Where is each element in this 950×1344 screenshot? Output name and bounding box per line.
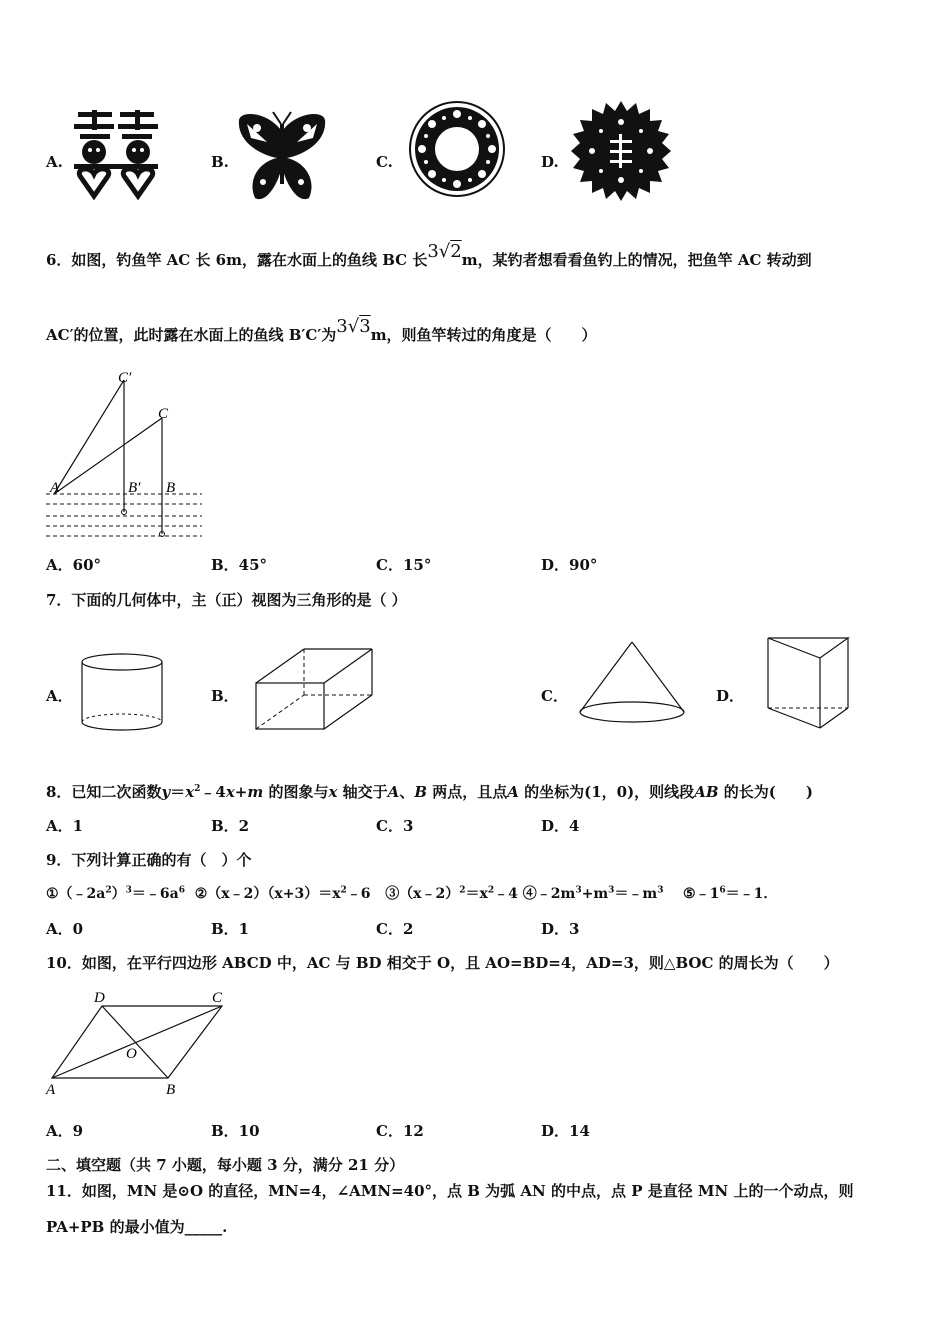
q7-option-b-label: B． [211, 687, 239, 705]
q6-option-a: A．60° [46, 556, 102, 574]
q8-t10: 的图象与 [263, 783, 329, 801]
q9-expr-2 [195, 886, 371, 902]
q6-option-d: D．90° [541, 556, 598, 574]
q9-option-b: B．1 [211, 920, 250, 938]
q9-e4d: 3 [608, 885, 615, 896]
q7-option-c-label: C． [541, 687, 568, 705]
butterfly-icon [237, 110, 327, 204]
q9-e2a: ②（x﹣2）（x+3）＝x [194, 886, 341, 902]
q8-t20: 的长为( ) [718, 783, 813, 801]
q9-option-c: C．2 [376, 920, 414, 938]
q8-t19: AB [694, 783, 719, 801]
q11-stem-line2: PA+PB 的最小值为_____. [46, 1218, 228, 1236]
triangular-prism-icon [762, 632, 854, 732]
q8-t14: 、 [399, 783, 415, 801]
q9-e3b: 2 [459, 885, 466, 896]
q6-radical-bc: 3√2 [427, 241, 462, 262]
q10-label-b: B [166, 1082, 176, 1098]
q6-label-b: B [166, 480, 176, 496]
q7-option-a-label: A． [46, 687, 73, 705]
q6-stem-line2 [46, 316, 597, 345]
double-happiness-icon [72, 108, 160, 200]
q6-label-b-prime: B′ [128, 480, 141, 496]
q6-fishing-rod-figure [44, 366, 204, 542]
q9-e1b: 2 [105, 885, 112, 896]
q10-stem: 10．如图，在平行四边形 ABCD 中，AC 与 BD 相交于 O，且 AO=BD=4，AD=3，则△BOC 的周长为（ ） [46, 954, 839, 972]
q8-t16: 两点，且点 [427, 783, 508, 801]
q8-t3: ＝ [170, 783, 186, 801]
q6-option-b: B．45° [211, 556, 268, 574]
q9-e1e: ＝﹣6a [131, 886, 179, 902]
q5-option-d-label: D. [541, 153, 559, 171]
q6-radical-bc-coef: 3 [427, 241, 439, 262]
q8-t2: y [161, 783, 171, 801]
q10-option-c: C．12 [376, 1122, 424, 1140]
section2-title: 二、填空题（共 7 小题，每小题 3 分，满分 21 分） [46, 1156, 405, 1174]
round-papercut-icon [408, 100, 506, 198]
q6-label-c: C [158, 406, 169, 422]
q9-e3e: ﹣4 [494, 886, 518, 902]
q10-parallelogram-figure [44, 986, 234, 1098]
q8-stem [46, 781, 813, 802]
q9-expressions [46, 883, 777, 903]
q9-e5a: ⑤﹣1 [683, 886, 720, 902]
q8-t4: x [185, 783, 195, 801]
q7-stem: 7．下面的几何体中，主（正）视图为三角形的是（ ） [46, 591, 407, 609]
q9-option-a: A．0 [46, 920, 84, 938]
q9-e2c: ﹣6 [346, 886, 371, 902]
q6-radical-bc-arg: 2 [450, 241, 462, 262]
q6-stem-text-c: AC′的位置，此时露在水面上的鱼线 B′C′为 [46, 326, 337, 344]
q6-label-c-prime: C′ [118, 370, 132, 386]
q9-e5c: ＝﹣1． [725, 886, 778, 902]
q6-stem-text-d: m，则鱼竿转过的角度是（ ） [370, 326, 597, 344]
q9-expr-3 [385, 886, 518, 902]
q6-rod-ac [54, 418, 162, 494]
q6-option-c: C．15° [376, 556, 432, 574]
q8-t15: B [414, 783, 428, 801]
q8-t5: 2 [194, 784, 201, 794]
q8-option-a: A．1 [46, 817, 84, 835]
cylinder-icon [78, 650, 168, 736]
q10-option-a: A．9 [46, 1122, 84, 1140]
q6-rod-ac-prime [54, 380, 124, 494]
q10-option-b: B．10 [211, 1122, 260, 1140]
q8-t1: 8．已知二次函数 [46, 783, 162, 801]
q6-radical-bcp-arg: 3 [359, 316, 371, 337]
q6-radical-bcp-coef: 3 [336, 316, 348, 337]
q5-option-b-label: B. [211, 153, 229, 171]
q8-t11: x [328, 783, 338, 801]
q9-stem: 9．下列计算正确的有（ ）个 [46, 851, 252, 869]
sun-papercut-icon [570, 100, 672, 202]
q8-t18: 的坐标为(1，0)，则线段 [518, 783, 695, 801]
q9-e3d: 2 [487, 885, 495, 896]
q9-e1a: ①（﹣2a [46, 886, 106, 902]
q9-e2b: 2 [340, 885, 347, 896]
q10-label-d: D [94, 990, 105, 1006]
q5-option-a-label: A. [46, 153, 63, 171]
q10-label-o: O [126, 1046, 137, 1062]
cone-icon [576, 638, 688, 730]
q8-t7: x [225, 783, 235, 801]
q11-stem-line1: 11．如图，MN 是⊙O 的直径，MN=4，∠AMN=40°，点 B 为弧 AN 的中点，点 P 是直径 MN 上的一个动点，则 [46, 1182, 854, 1200]
q8-t9: m [247, 783, 264, 801]
q6-radical-bc-prime: 3√3 [336, 316, 371, 337]
q9-e4b: 3 [575, 885, 582, 896]
q6-stem-text-b: m，某钓者想看看鱼钓上的情况，把鱼竿 AC 转动到 [461, 251, 812, 269]
q9-e1c: ） [111, 886, 126, 902]
q9-e3c: ＝x [465, 886, 488, 902]
q10-label-a: A [46, 1082, 56, 1098]
q10-diagonal-bd [102, 1006, 168, 1078]
cuboid-icon [252, 645, 376, 733]
q9-e4c: +m [581, 886, 609, 902]
q9-e4a: ④﹣2m [522, 886, 576, 902]
q9-e1d: 3 [125, 885, 132, 896]
q9-expr-4 [523, 886, 664, 902]
q9-expr-5 [683, 886, 777, 902]
q8-option-c: C．3 [376, 817, 414, 835]
q8-t8: + [234, 783, 248, 801]
q6-label-a: A [50, 480, 60, 496]
q9-option-d: D．3 [541, 920, 580, 938]
q8-option-d: D．4 [541, 817, 580, 835]
q10-label-c: C [212, 990, 223, 1006]
q5-option-c-label: C. [376, 153, 393, 171]
q6-stem-line1 [46, 241, 812, 270]
q9-e5b: 6 [719, 885, 726, 896]
q9-e4e: ＝﹣m [614, 886, 658, 902]
q9-e1f: 6 [178, 885, 185, 896]
q6-stem-text-a: 6．如图，钓鱼竿 AC 长 6m，露在水面上的鱼线 BC 长 [46, 251, 428, 269]
q9-e4f: 3 [657, 885, 664, 896]
q9-e3a: ③（x﹣2） [385, 886, 460, 902]
q8-option-b: B．2 [211, 817, 250, 835]
q8-t17: A [507, 783, 519, 801]
q9-expr-1 [46, 886, 185, 902]
q8-t6: ﹣4 [200, 783, 226, 801]
q7-option-d-label: D． [716, 687, 745, 705]
q10-option-d: D．14 [541, 1122, 590, 1140]
q8-t13: A [387, 783, 400, 801]
q8-t12: 轴交于 [337, 783, 388, 801]
